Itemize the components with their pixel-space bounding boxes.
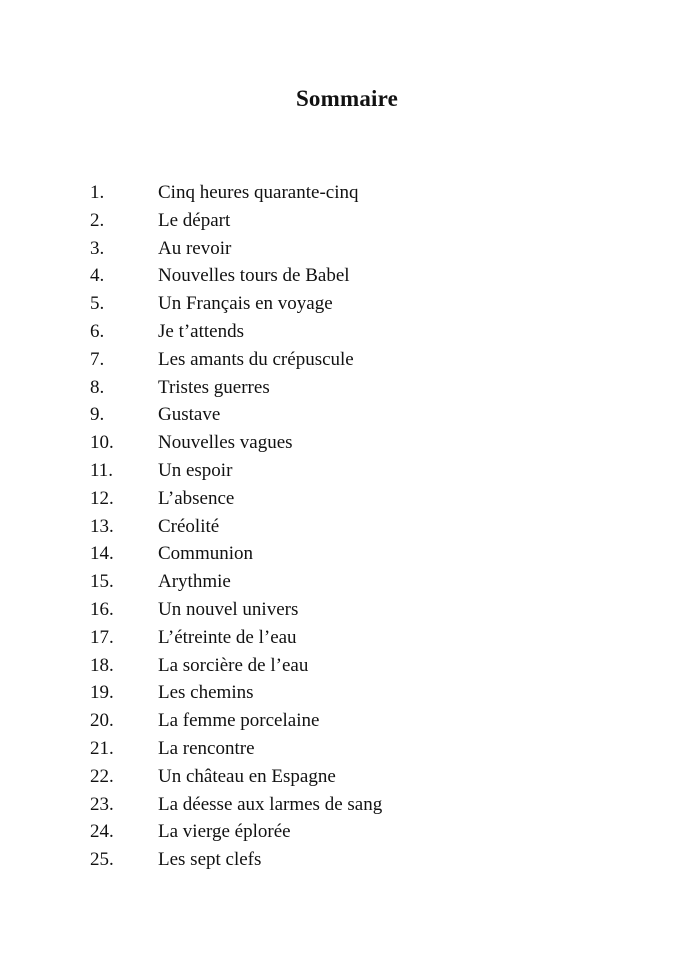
toc-entry — [90, 429, 382, 457]
toc-entry — [90, 596, 382, 624]
toc-entry — [90, 818, 382, 846]
toc-entry-title: Tristes guerres — [158, 376, 270, 398]
toc-entry-title: La rencontre — [158, 737, 255, 759]
toc-entry-title: Les chemins — [158, 682, 254, 704]
toc-entry-number: 22. — [90, 765, 114, 787]
toc-entry-number: 10. — [90, 432, 114, 454]
toc-entry-title: Créolité — [158, 515, 220, 537]
toc-entry — [90, 846, 382, 874]
toc-entry — [90, 207, 382, 235]
toc-entry-number: 23. — [90, 793, 114, 815]
toc-entry-number: 15. — [90, 571, 114, 593]
toc-entry — [90, 652, 382, 680]
toc-entry-title: Je t’attends — [158, 320, 245, 342]
toc-entry-title: Nouvelles vagues — [158, 432, 293, 454]
toc-entry-number: 6. — [90, 320, 105, 342]
toc-entry-title: Les sept clefs — [158, 849, 262, 871]
toc-entry-title: Au revoir — [158, 237, 232, 259]
toc-entry-title: La femme porcelaine — [158, 710, 320, 732]
page-title: Sommaire — [295, 86, 399, 111]
toc-entry-title: La vierge éplorée — [158, 821, 291, 843]
toc-entry — [90, 540, 382, 568]
toc-entry — [90, 513, 382, 541]
toc-entry — [90, 568, 382, 596]
toc-entry — [90, 179, 382, 207]
toc-entry-title: Un nouvel univers — [158, 598, 299, 620]
toc-entry-number: 9. — [90, 404, 105, 426]
toc-entry-number: 17. — [90, 626, 114, 648]
toc-entry-number: 14. — [90, 543, 114, 565]
toc-entry-number: 11. — [90, 459, 114, 481]
toc-entry — [90, 763, 382, 791]
toc-entry-number: 2. — [90, 209, 105, 231]
toc-entry-number: 8. — [90, 376, 105, 398]
toc-entry — [90, 374, 382, 402]
toc-entry — [90, 735, 382, 763]
toc-entry-number: 12. — [90, 487, 114, 509]
toc-entry-title: Communion — [158, 543, 254, 565]
toc-entry — [90, 707, 382, 735]
toc-entry — [90, 485, 382, 513]
toc-entry-title: Nouvelles tours de Babel — [158, 265, 350, 287]
toc-entry — [90, 235, 382, 263]
toc-entry — [90, 346, 382, 374]
toc-entry-number: 24. — [90, 821, 114, 843]
toc-entry-title: L’étreinte de l’eau — [158, 626, 297, 648]
toc-entry-number: 20. — [90, 710, 114, 732]
toc-entry-title: Un Français en voyage — [158, 293, 333, 315]
toc-entry-title: Arythmie — [158, 571, 231, 593]
toc-entry — [90, 401, 382, 429]
toc-entry — [90, 791, 382, 819]
toc-entry — [90, 679, 382, 707]
toc-entry-number: 3. — [90, 237, 105, 259]
toc-entry — [90, 262, 382, 290]
toc-entry-number: 1. — [90, 182, 105, 203]
toc-entry-title: La sorcière de l’eau — [158, 654, 309, 676]
toc-entry-title: Gustave — [158, 404, 221, 426]
toc-entry-title: Un château en Espagne — [158, 765, 336, 787]
toc-entry — [90, 457, 382, 485]
toc-entry-title: Les amants du crépuscule — [158, 348, 354, 370]
toc-entry-number: 21. — [90, 737, 114, 759]
toc-entry-number: 13. — [90, 515, 114, 537]
toc-entry-number: 4. — [90, 265, 105, 287]
toc-entry-number: 19. — [90, 682, 114, 704]
toc-entry-title: Cinq heures quarante-cinq — [158, 182, 359, 203]
toc-entry-title: Le départ — [158, 209, 231, 231]
toc-entry-number: 5. — [90, 293, 105, 315]
toc-entry-title: Un espoir — [158, 459, 233, 481]
toc-entry-number: 18. — [90, 654, 114, 676]
toc-entry — [90, 624, 382, 652]
toc-entry-number: 7. — [90, 348, 105, 370]
toc-entry-title: L’absence — [158, 487, 235, 509]
toc-entry — [90, 290, 382, 318]
toc-entry-number: 16. — [90, 598, 114, 620]
toc-entry-title: La déesse aux larmes de sang — [158, 793, 383, 815]
toc-entry-number: 25. — [90, 849, 114, 871]
toc-entry — [90, 318, 382, 346]
table-of-contents — [90, 179, 382, 874]
